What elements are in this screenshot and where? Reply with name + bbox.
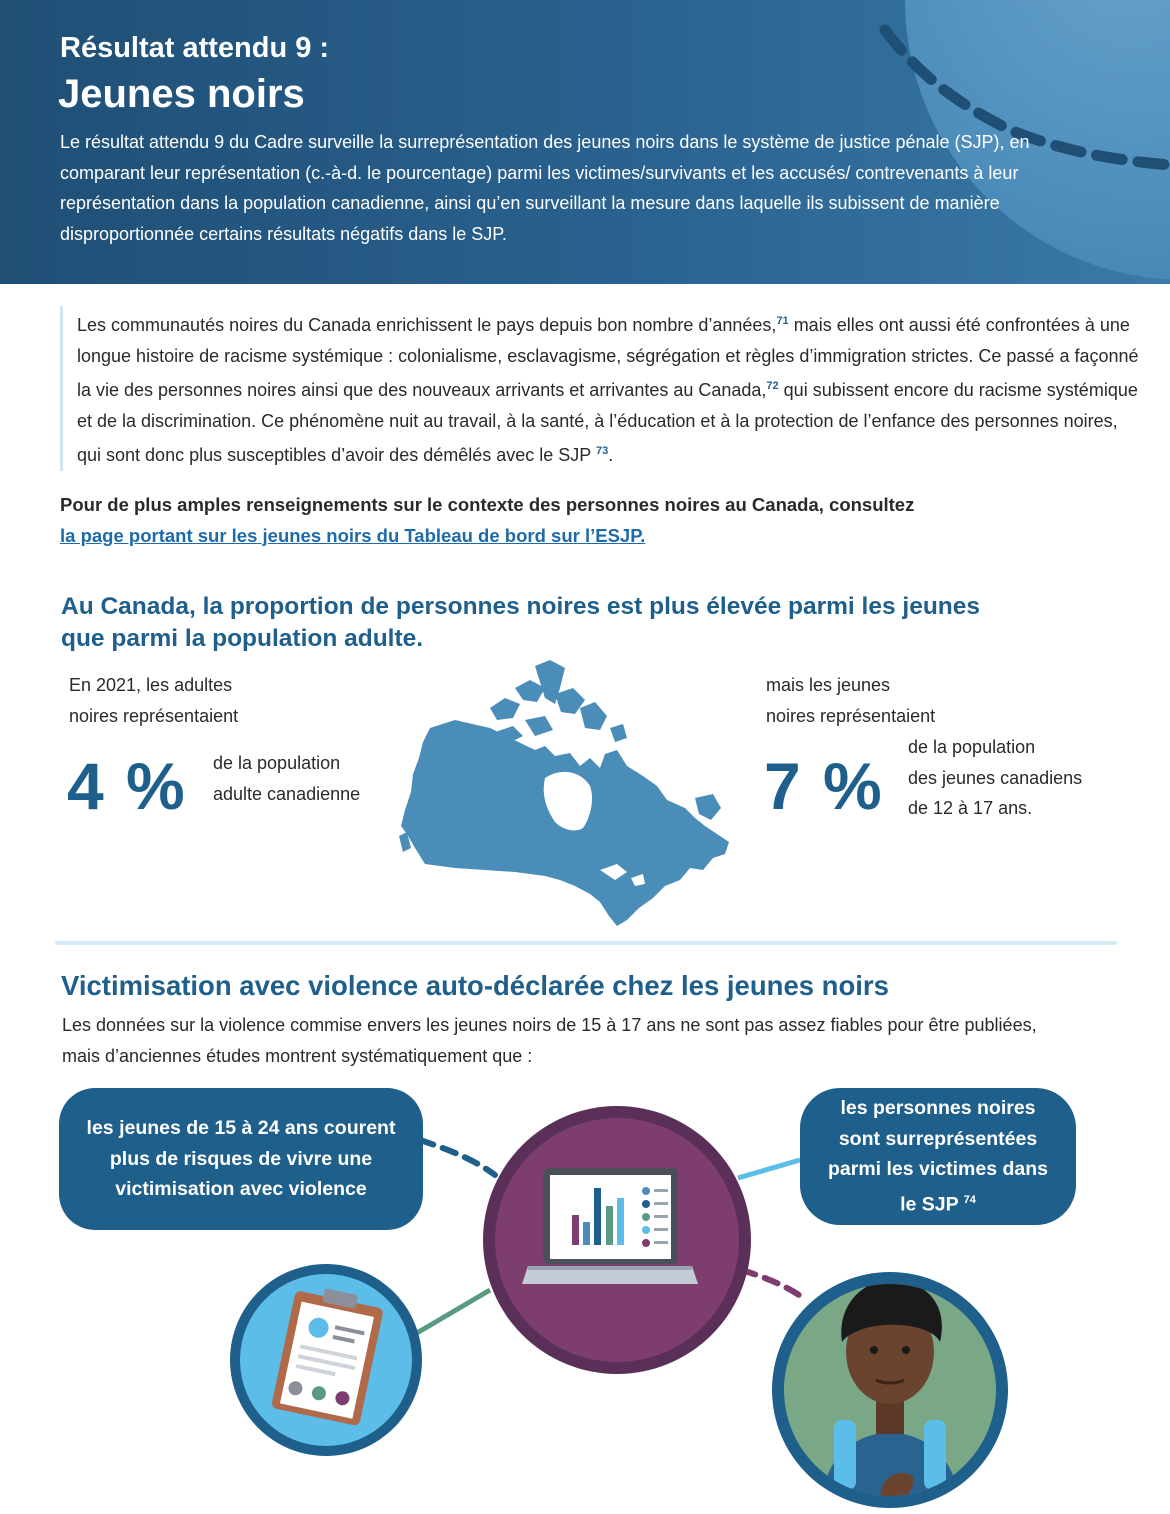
page-title: Jeunes noirs	[58, 72, 305, 116]
quote-text-1: Les communautés noires du Canada enrichissent le pays depuis bon nombre d’années,	[77, 315, 777, 335]
youth-stat-line1: mais les jeunes	[766, 675, 891, 695]
adult-stat-desc	[213, 748, 360, 809]
adult-stat-value: 4 %	[67, 749, 187, 823]
adult-stat-intro	[69, 670, 238, 731]
youth-stat-intro	[766, 670, 935, 731]
youth-stat-value: 7 %	[764, 749, 884, 823]
quote-text-2: mais elles ont aussi été confrontées à une longue histoire de racisme systémique : colonialisme, esclavagisme, ségrégation et règles d’immigration strictes. Ce passé a façonné la vie des personnes noires ainsi que des nouveaux arrivants et arrivantes au Canada,	[77, 315, 1139, 400]
more-info-text: Pour de plus amples renseignements sur le contexte des personnes noires au Canada, consultez	[60, 494, 915, 515]
bubble-overrepresented	[800, 1088, 1076, 1225]
youth-stat-desc2: des jeunes canadiens	[908, 767, 1083, 788]
header-band	[0, 0, 1170, 284]
victimisation-body: Les données sur la violence commise envers les jeunes noirs de 15 à 17 ans ne sont pas assez fiables pour être publiées, mais d’anciennes études montrent systématiquement que :	[62, 1015, 1037, 1066]
adult-stat-line1: En 2021, les adultes	[69, 675, 233, 695]
bubble-right-line2: sont surreprésentées	[838, 1127, 1038, 1150]
youth-stat-desc3: de 12 à 17 ans.	[908, 798, 1033, 818]
adult-stat-line2: noires représentaient	[69, 705, 239, 726]
canada-map-icon	[395, 658, 740, 933]
section-title-victimisation: Victimisation avec violence auto-déclarée chez les jeunes noirs	[61, 970, 889, 1001]
youth-stat-line2: noires représentaient	[766, 705, 936, 726]
quote-text-4: .	[608, 445, 614, 465]
bubble-left-line2: plus de risques de vivre une	[109, 1147, 373, 1170]
bubble-right-line4: le SJP	[900, 1193, 959, 1216]
youth-stat-desc1: de la population	[908, 737, 1036, 757]
footnote-ref-72[interactable]: 72	[766, 380, 779, 392]
header-kicker: Résultat attendu 9 :	[60, 32, 330, 64]
quote-text-3: qui subissent encore du racisme systémique et de la discrimination. Ce phénomène nuit au travail, à la santé, à l’éducation et à la protection de l’enfance des personnes noires, qui sont donc plus susceptibles d’avoir des démêlés avec le SJP	[77, 380, 1138, 465]
section-title-population	[61, 591, 980, 655]
context-quote	[60, 306, 1140, 471]
bubble-youth-risk	[59, 1088, 423, 1230]
bubble-right-line1: les personnes noires	[840, 1097, 1036, 1120]
youth-stat-desc	[908, 732, 1082, 824]
footnote-ref-71[interactable]: 71	[776, 315, 789, 327]
bubble-right-line3: parmi les victimes dans	[827, 1158, 1049, 1181]
section-title-line2: que parmi la population adulte.	[61, 625, 424, 652]
adult-stat-desc2: adulte canadienne	[213, 783, 361, 804]
bubble-left-line3: victimisation avec violence	[115, 1178, 367, 1201]
dashboard-link[interactable]: la page portant sur les jeunes noirs du Tableau de bord sur l’ESJP.	[60, 524, 646, 546]
bubble-left-line1: les jeunes de 15 à 24 ans courent	[86, 1117, 396, 1140]
more-info	[60, 490, 1140, 551]
adult-stat-desc1: de la population	[213, 753, 341, 773]
section-divider	[55, 941, 1117, 945]
header-intro: Le résultat attendu 9 du Cadre surveille la surreprésentation des jeunes noirs dans le système de justice pénale (SJP), en comparant leur représentation (c.-à-d. le pourcentage) parmi les victimes/survivants et les accusés/ contrevenants à leur représentation dans la population canadienne, ainsi qu’en surveillant la mesure dans laquelle ils subissent de manière disproportionnée certains résultats négatifs dans le SJP.	[60, 132, 1030, 244]
section-title-line1: Au Canada, la proportion de personnes noires est plus élevée parmi les jeunes	[61, 593, 981, 620]
footnote-ref-74[interactable]: 74	[963, 1193, 976, 1206]
footnote-ref-73[interactable]: 73	[595, 445, 609, 457]
